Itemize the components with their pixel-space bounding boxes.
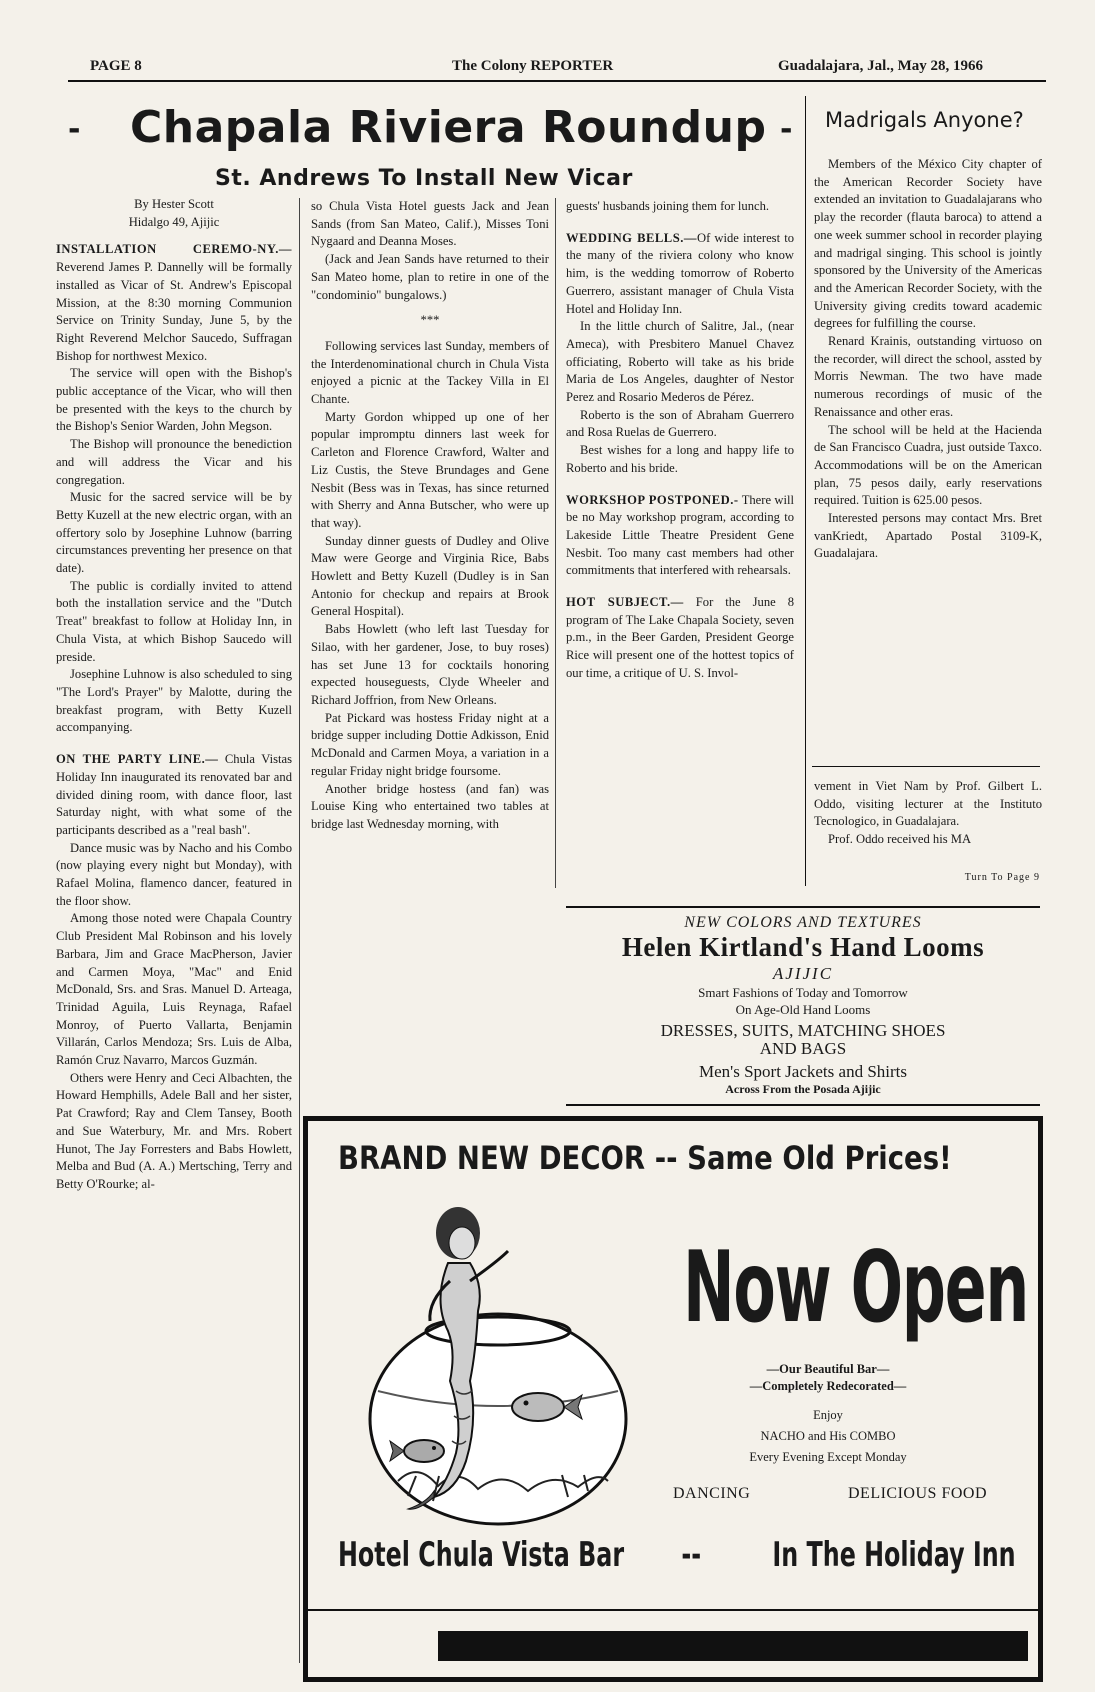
column-rule [805,96,806,886]
paragraph: In the little church of Salitre, Jal., (near Ameca), with Presbitero Manuel Chavez officiating, Roberto will take as his bride Maria de Los Angeles, daughter of Nestor Perez and Rosario Mederos de Pérez. [566,319,794,405]
ad-venue-location: In The Holiday Inn [772,1535,1016,1575]
ad-line: Every Evening Except Monday [749,1450,907,1464]
section-kicker: HOT SUBJECT.— [566,595,684,610]
byline-address: Hidalgo 49, Ajijic [128,214,220,229]
ad-details [693,1359,963,1468]
paragraph: Best wishes for a long and happy life to Roberto and his bride. [566,443,794,475]
ad-products-men: Men's Sport Jackets and Shirts [699,1062,907,1081]
masthead-rule [68,80,1046,82]
ad-products: DRESSES, SUITS, MATCHING SHOES [660,1021,946,1040]
paragraph: The school will be held at the Hacienda de San Francisco Cuadra, just outside Taxco. Accommodations will be on the American plan, 75 pesos daily, early reservations required. Tuition is 625.00 pesos. [814,422,1042,508]
paragraph: HOT SUBJECT.— For the June 8 program of The Lake Chapala Society, seven p.m., in the Beer Garden, President George Rice will present one of the hottest topics of our time, a critique of U. S. Invol- [566,595,794,680]
mermaid-fishbowl-illustration [338,1191,668,1531]
byline-author: By Hester Scott [134,197,214,211]
ad-line: —Our Beautiful Bar— [766,1362,890,1376]
section-kicker: WORKSHOP POSTPONED.- [566,492,739,507]
now-open-banner: Now Open [683,1231,1029,1345]
ad-business-name: Helen Kirtland's Hand Looms [621,932,985,962]
column-rule [299,198,300,1663]
ad-venue: Hotel Chula Vista Bar [338,1535,625,1575]
section-kicker: WEDDING BELLS.— [566,230,697,245]
ad-bottom-band [308,1609,1038,1669]
ad-dancing: DANCING [673,1485,751,1502]
section-kicker: INSTALLATION CEREMO-NY.— [56,242,292,257]
ad-tagline: NEW COLORS AND TEXTURES [684,914,922,931]
paragraph: Others were Henry and Ceci Albachten, the Howard Hemphills, Adele Ball and her sister, Pat Crawford; Ray and Clem Tansey, Booth and Sue Waterbury, Mr. and Mrs. Robert Hunot, The Jay Forresters and Babs Howlett, Melba and Bud (A. A.) Mertsching, Terry and Betty O'Rourke; al- [56,1070,292,1191]
headline-dash-right: - [780,112,793,147]
section-separator: *** [420,313,440,328]
article-column-4 [814,156,1042,766]
ad-line: —Completely Redecorated— [749,1379,907,1393]
hand-looms-ad [566,906,1040,1106]
paragraph: The service will open with the Bishop's public acceptance of the Vicar, who will then be presented with the keys to the church by the Bishop's Senior Warden, John Megson. [56,366,292,434]
ad-features [673,1485,1028,1503]
paragraph: guests' husbands joining them for lunch. [566,199,770,213]
ad-address: Across From the Posada Ajijic [725,1082,881,1096]
ad-line: Enjoy [813,1408,843,1422]
section-kicker: ON THE PARTY LINE.— [56,752,219,767]
turn-to-page: Turn To Page 9 [964,872,1040,883]
paragraph: Among those noted were Chapala Country Club President Mal Robinson and his lovely Barbara, Jim and Grace MacPherson, Javier and Carmen Moya, "Mac" and Enid McDonald, Srs. and Sras. Manuel D. Arteaga, Trinidad Aguila, Luis Reynaga, Rafael Monroy, of Puerto Vallarta, Benjamin Villarán, Carlos Mendoza; Srs. Luis de Alba, Ramón Cruz Navarro, Marcos Guzmán. [56,911,292,1068]
paragraph: The public is cordially invited to attend both the installation service and the "Dutch Treat" breakfast to follow at Holiday Inn, in Chula Vista, at which Bishop Saucedo will preside. [56,578,292,664]
headline-dash-left: - [68,112,81,147]
paragraph: Josephine Luhnow is also scheduled to sing "The Lord's Prayer" by Malotte, during the breakfast program, with Betty Kuzell accompanying. [56,667,292,735]
ad-products: AND BAGS [759,1039,847,1058]
paragraph: (Jack and Jean Sands have returned to their San Mateo home, plan to retire in one of the "condominio" bungalows.) [311,252,549,302]
paragraph: WORKSHOP POSTPONED.- There will be no May workshop program, according to Lakeside Little Theatre President Gene Nesbit. Too many cast members had other commitments that interfered with rehearsals. [566,492,794,578]
paragraph: Another bridge hostess (and fan) was Louise King who entertained two tables at bridge last Wednesday morning, with [311,781,549,831]
paragraph: The Bishop will pronounce the benediction and will address the Vicar and his congregation. [56,437,292,487]
article-subtitle: St. Andrews To Install New Vicar [215,166,633,191]
paragraph: Interested persons may contact Mrs. Bret vanKriedt, Apartado Postal 3109-K, Guadalajara. [814,511,1042,561]
paragraph: Pat Pickard was hostess Friday night at a bridge supper including Dottie Adkisson, Enid McDonald and Carmen Moya, a variation in a regular Friday night bridge foursome. [311,710,549,778]
paragraph: Following services last Sunday, members of the Interdenominational church in Chula Vista enjoyed a picnic at the Tackey Villa in El Chante. [311,338,549,407]
paragraph: Roberto is the son of Abraham Guerrero and Rosa Ruelas de Guerrero. [566,407,794,440]
ad-headline: BRAND NEW DECOR -- Same Old Prices! [338,1139,952,1177]
page-title: Chapala Riviera Roundup [130,102,767,153]
ad-line: On Age-Old Hand Looms [735,1002,871,1017]
ad-food: DELICIOUS FOOD [848,1485,987,1502]
paragraph: Music for the sacred service will be by Betty Kuzell at the new electric organ, with an offertory solo by Josephine Luhnow (barring circumstances preventing her presence on that date). [56,490,292,576]
column-rule [555,198,556,888]
bar-ad [303,1116,1043,1682]
sidebar-title: Madrigals Anyone? [825,108,1024,132]
article-column-4-continued [814,778,1042,868]
ad-line: Smart Fashions of Today and Tomorrow [698,985,908,1000]
article-column-2 [311,198,549,898]
paragraph: Members of the México City chapter of the American Recorder Society have extended an invitation to Guadalajarans who play the recorder (flauta baroca) to attend a one week summer school in recorder playing and madrigal singing. This school is jointly sponsored by the University of the Americas and the American Recorder Society, with the University giving credits toward academic degrees for fulfilling the course. [814,157,1042,331]
paragraph: WEDDING BELLS.—Of wide interest to the many of the riviera colony who know him, is the wedding tomorrow of Roberto Guerrero, assistant manager of Chula Vista Hotel and Holiday Inn. [566,230,794,316]
page-number: PAGE 8 [90,58,142,74]
paragraph: Renard Krainis, outstanding virtuoso on the recorder, will direct the school, assted by Morris Newman. The two have made numerous recordings of music of the Renaissance and other eras. [814,334,1042,419]
paragraph: Babs Howlett (who left last Tuesday for Silao, with her gardener, Jose, to buy roses) has set June 13 for cocktails honoring expected houseguests, Clyde Wheeler and Richard Joffrion, from New Orleans. [311,622,549,707]
ad-location: AJIJIC [772,964,834,983]
paragraph: so Chula Vista Hotel guests Jack and Jean Sands (from San Mateo, Calif.), Misses Toni Nygaard and Deanna Moses. [311,199,549,249]
paragraph: Dance music was by Nacho and his Combo (now playing every night but Monday), with Rafael Molina, flamenco dancer, featured in the floor show. [56,840,292,908]
ad-line: NACHO and His COMBO [760,1429,896,1443]
byline [56,196,292,231]
paragraph: Marty Gordon whipped up one of her popular impromptu dinners last week for Carleton and Florence Crawford, Walter and Liz Custis, the Steve Brundages and Gene Nesbit (Bess was in Texas, has since returned with Sherry and Anna Butscher, who were up that way). [311,409,549,530]
paragraph: ON THE PARTY LINE.— Chula Vistas Holiday Inn inaugurated its renovated bar and divided dining room, with dance floor, last Saturday night, with what some of the participants described as a "real bash". [56,752,292,837]
paragraph: INSTALLATION CEREMO-NY.— Reverend James P. Dannelly will be formally installed as Vicar of St. Andrew's Episcopal Mission, at the 8:30 morning Communion Service on Trinity Sunday, June 5, by the Right Reverend Melchor Saucedo, Suffragan Bishop for northwest Mexico. [56,242,292,363]
dateline: Guadalajara, Jal., May 28, 1966 [778,58,983,74]
ad-footer [338,1535,1016,1575]
article-column-1 [56,196,292,1688]
paragraph: Prof. Oddo received his MA [828,832,972,847]
paragraph: Sunday dinner guests of Dudley and Olive Maw were George and Virginia Rice, Babs Howlett and Betty Kuzell (Dudley is in San Antonio for checkup and repairs at Brook General Hospital). [311,533,549,619]
ad-separator: -- [681,1535,702,1575]
article-column-3 [566,198,794,893]
paragraph: vement in Viet Nam by Prof. Gilbert L. Oddo, visiting lecturer at the Instituto Tecnologico, in Guadalajara. [814,779,1042,829]
newspaper-name: The Colony REPORTER [452,58,614,74]
column-rule [812,766,1040,767]
